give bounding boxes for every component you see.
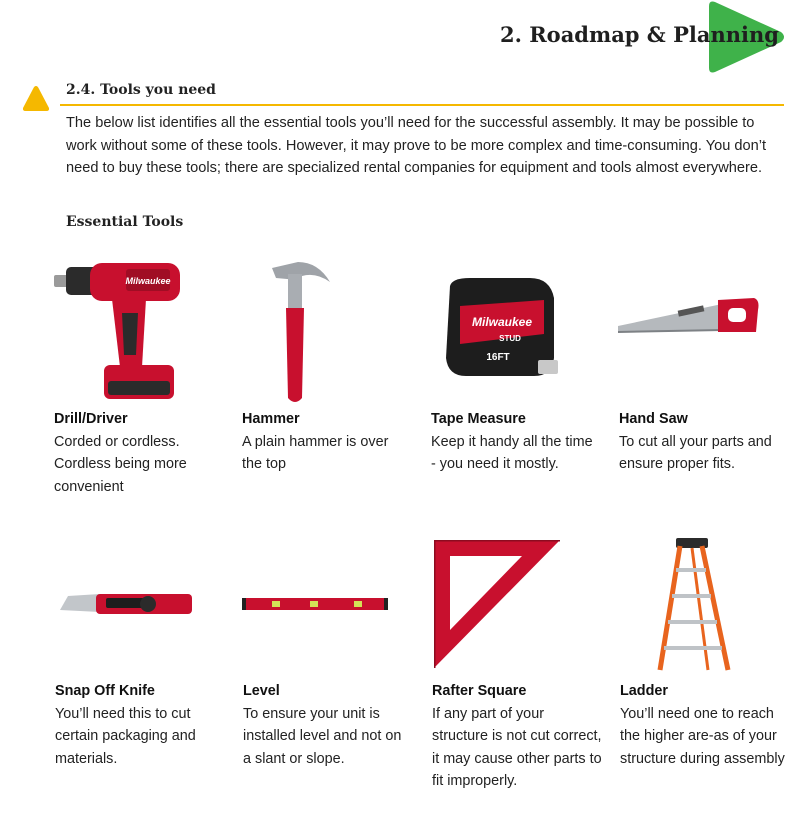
tool-desc-rafter-square: If any part of your structure is not cut correct, it may cause other parts to fit improperly. <box>432 705 602 789</box>
tool-desc-hand-saw: To cut all your parts and ensure proper fits. <box>619 433 772 472</box>
section-divider <box>60 104 784 106</box>
section-title: 2.4. Tools you need <box>66 82 216 98</box>
tool-name-ladder: Ladder <box>620 683 668 699</box>
tape-stud-label: STUD <box>499 334 521 343</box>
tool-desc-level: To ensure your unit is installed level and not on a slant or slope. <box>243 705 402 767</box>
tool-name-hammer: Hammer <box>242 411 300 427</box>
tool-desc-tape-measure: Keep it handy all the time - you need it mostly. <box>431 433 593 472</box>
drill-brand-label: Milwaukee <box>125 276 171 286</box>
essential-tools-heading: Essential Tools <box>66 214 184 230</box>
tool-name-hand-saw: Hand Saw <box>619 411 688 427</box>
intro-paragraph: The below list identifies all the essential tools you’ll need for the successful assembly. It may be possible to work without some of these tools. However, it may prove to be more complex and time-consuming. You don’t need to buy these tools; there are specialized rental companies for equipment and tools almost everywhere. <box>66 115 767 176</box>
tool-name-level: Level <box>243 683 280 699</box>
hand-saw-icon <box>618 296 760 338</box>
page-section-title: 2. Roadmap & Planning <box>500 22 779 47</box>
rafter-square-icon <box>434 540 562 670</box>
tool-name-snap-off-knife: Snap Off Knife <box>55 683 155 699</box>
tape-measure-icon <box>440 278 562 380</box>
hammer-icon <box>268 258 338 406</box>
tool-desc-ladder: You’ll need one to reach the higher are-as of your structure during assembly <box>620 705 785 767</box>
warning-triangle-icon <box>22 84 50 112</box>
tool-name-tape-measure: Tape Measure <box>431 411 526 427</box>
ladder-icon <box>656 538 732 672</box>
level-icon <box>242 596 388 612</box>
tool-desc-snap-off-knife: You’ll need this to cut certain packaging and materials. <box>55 705 196 767</box>
tool-desc-hammer: A plain hammer is over the top <box>242 433 389 472</box>
drill-icon <box>50 255 190 405</box>
tool-desc-drill: Corded or cordless. Cordless being more convenient <box>54 433 187 495</box>
tape-size-label: 16FT <box>486 352 510 363</box>
tool-name-drill: Drill/Driver <box>54 411 128 427</box>
snap-off-knife-icon <box>60 590 196 620</box>
tool-name-rafter-square: Rafter Square <box>432 683 527 699</box>
tape-brand-label: Milwaukee <box>471 315 533 329</box>
